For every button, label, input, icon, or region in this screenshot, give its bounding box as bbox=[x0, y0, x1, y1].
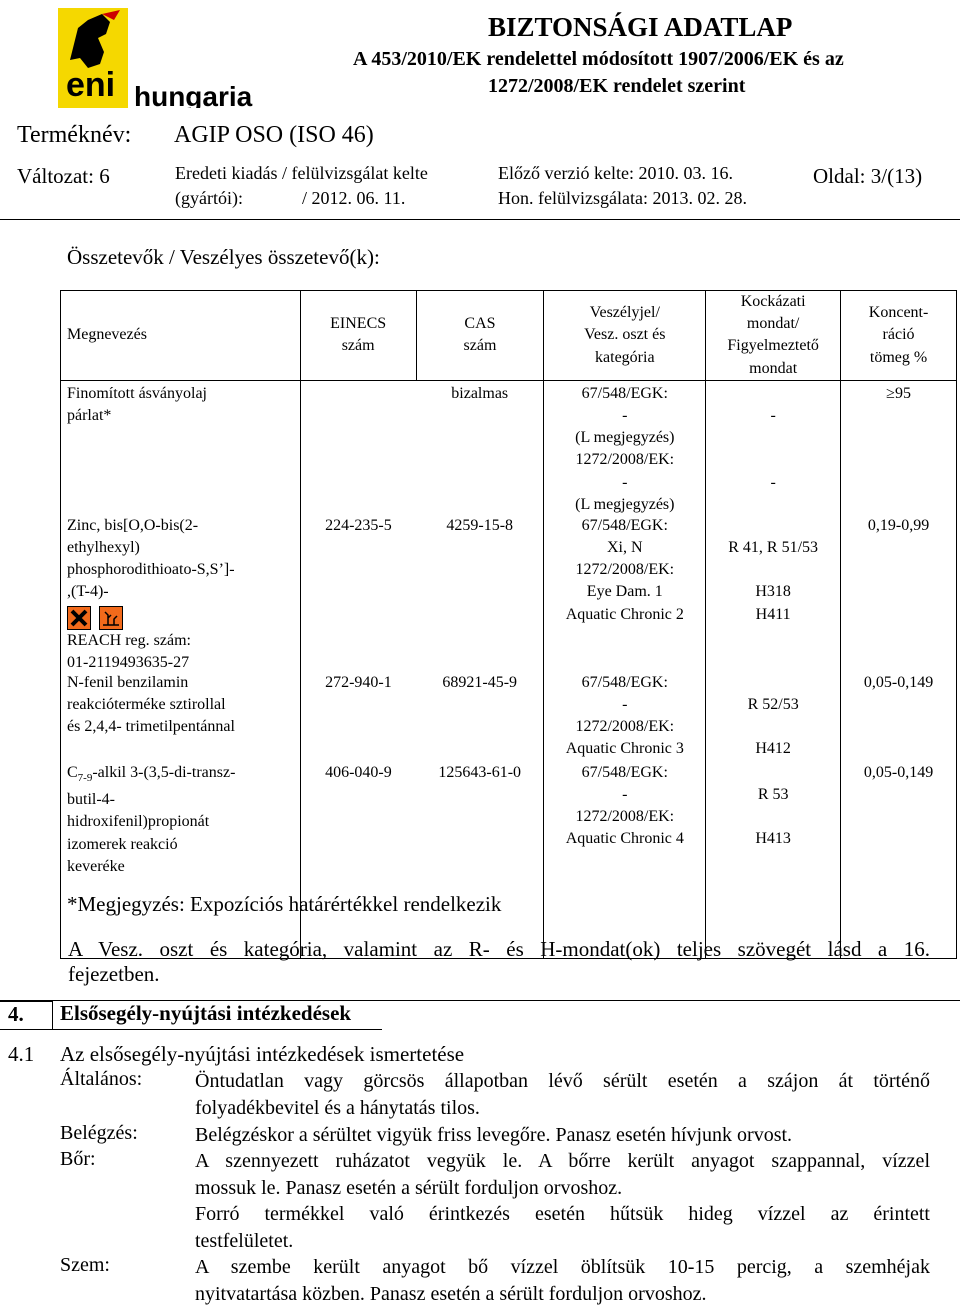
row4-name: $C_{7-9}$-alkil 3-(3,5-di-transz- butil-4- hidroxifenil)propionát izomerek reakció keveréke bbox=[67, 763, 236, 875]
risk-column bbox=[706, 380, 841, 958]
hon-review-date: Hon. felülvizsgálata: 2013. 02. 28. bbox=[498, 188, 747, 208]
header-hazard: Veszélyjel/ Vesz. oszt és kategória bbox=[544, 291, 706, 381]
row1-cas: bizalmas bbox=[451, 384, 509, 402]
eni-dog-logo-icon bbox=[58, 8, 258, 108]
label-inhalation: Belégzés: bbox=[60, 1122, 138, 1144]
header-risk: Kockázati mondat/ Figyelmeztető mondat bbox=[706, 291, 841, 381]
header-concentration: Koncent- ráció tömeg % bbox=[841, 291, 957, 381]
row4-hazard: 67/548/EGK: - 1272/2008/EK: Aquatic Chronic 4 bbox=[565, 763, 684, 848]
previous-version-date: Előző verzió kelte: 2010. 03. 16. bbox=[498, 163, 733, 183]
product-name: AGIP OSO (ISO 46) bbox=[174, 122, 374, 148]
concentration-column bbox=[841, 380, 957, 958]
row3-name: N-fenil benzilamin reakcióterméke sztirollal és 2,4,4- trimetilpentánnal bbox=[67, 673, 235, 736]
row2-einecs: 224-235-5 bbox=[325, 516, 392, 534]
footnote: *Megjegyzés: Expozíciós határértékkel rendelkezik bbox=[67, 892, 502, 916]
row1-concentration: ≥95 bbox=[886, 384, 911, 402]
row4-einecs: 406-040-9 bbox=[325, 763, 392, 781]
row1-name: Finomított ásványolaj párlat* bbox=[67, 384, 207, 425]
subsection-number: 4.1 bbox=[8, 1042, 35, 1066]
document-title: BIZTONSÁGI ADATLAP bbox=[488, 12, 793, 42]
row2-concentration: 0,19-0,99 bbox=[867, 516, 930, 534]
document-subtitle-2: 1272/2008/EK rendelet szerint bbox=[488, 75, 746, 97]
original-issue-line1: Eredeti kiadás / felülvizsgálat kelte bbox=[175, 163, 428, 183]
text-inhalation: Belégzéskor a sérültet vigyük friss levegőre. Panasz esetén hívjunk orvost. bbox=[195, 1124, 793, 1146]
text-eye: A szembe került anyagot bő vízzel öblítsük 10-15 percig, a szemhéjak nyitvatartása közben. Panasz esetén a sérült forduljon orvoshoz. bbox=[195, 1256, 930, 1305]
header-cas: CAS szám bbox=[416, 291, 544, 381]
row4-risk: R 53 H413 bbox=[755, 786, 791, 848]
row3-hazard: 67/548/EGK: - 1272/2008/EK: Aquatic Chronic 3 bbox=[565, 673, 684, 758]
header-name: Megnevezés bbox=[61, 291, 301, 381]
row3-cas: 68921-45-9 bbox=[442, 673, 518, 691]
row3-concentration: 0,05-0,149 bbox=[863, 673, 934, 691]
row3-risk: R 52/53 H412 bbox=[747, 696, 799, 758]
harmful-x-pictogram-icon bbox=[67, 606, 91, 630]
product-label: Terméknév: bbox=[17, 122, 132, 148]
svg-text:hungaria: hungaria bbox=[134, 81, 253, 108]
name-column bbox=[61, 380, 301, 958]
composition-table bbox=[60, 290, 957, 959]
document-subtitle-1: A 453/2010/EK rendelettel módosított 1907/2006/EK és az bbox=[353, 48, 844, 70]
row2-risk: R 41, R 51/53 H318 H411 bbox=[728, 539, 819, 623]
section4-title-underline bbox=[52, 1029, 382, 1030]
page-number: Oldal: 3/(13) bbox=[813, 164, 923, 188]
einecs-column bbox=[300, 380, 416, 958]
reference-note-line1: A Vesz. oszt és kategória, valamint az R- és H-mondat(ok) teljes szövegét lásd a 16. bbox=[68, 937, 930, 961]
header-divider bbox=[0, 219, 960, 220]
composition-heading: Összetevők / Veszélyes összetevő(k): bbox=[67, 245, 380, 269]
text-skin: A szennyezett ruházatot vegyük le. A bőrre került anyagot szappannal, vízzel mossuk le. Panasz esetén a sérült forduljon orvoshoz. Forró termékkel való érintkezés esetén hűtsük hideg vízzel az érintett testfelületet. bbox=[195, 1150, 930, 1252]
row2-hazard: 67/548/EGK: Xi, N 1272/2008/EK: Eye Dam. 1 Aquatic Chronic 2 bbox=[565, 516, 684, 623]
original-issue-line2a: (gyártói): bbox=[175, 188, 243, 208]
environment-pictogram-icon bbox=[99, 606, 123, 630]
eni-hungaria-logo bbox=[58, 8, 258, 108]
table-body-row bbox=[61, 380, 957, 958]
version: Változat: 6 bbox=[17, 164, 110, 188]
subsection-title: Az elsősegély-nyújtási intézkedések ismertetése bbox=[60, 1042, 465, 1066]
section4-number: 4. bbox=[8, 1002, 24, 1026]
reference-note-line2: fejezetben. bbox=[68, 962, 160, 986]
label-general: Általános: bbox=[60, 1068, 143, 1090]
row4-concentration: 0,05-0,149 bbox=[863, 763, 934, 781]
row2-name: Zinc, bis[O,O-bis(2- ethylhexyl) phosphorodithioato-S,S’]- ,(T-4)- REACH reg. szám: 01-2119493635-27 bbox=[67, 516, 235, 671]
section4-title: Elsősegély-nyújtási intézkedések bbox=[60, 1001, 352, 1025]
row2-cas: 4259-15-8 bbox=[446, 516, 514, 534]
hazard-column bbox=[544, 380, 706, 958]
label-eye: Szem: bbox=[60, 1254, 110, 1276]
header-einecs: EINECS szám bbox=[300, 291, 416, 381]
svg-text:eni: eni bbox=[66, 66, 116, 104]
table-header-row bbox=[61, 291, 957, 381]
label-skin: Bőr: bbox=[60, 1148, 96, 1170]
row1-hazard: 67/548/EGK: - (L megjegyzés) 1272/2008/EK: - (L megjegyzés) bbox=[575, 384, 675, 513]
cas-column bbox=[416, 380, 544, 958]
text-general: Öntudatlan vagy görcsös állapotban lévő sérült esetén a szájon át történő folyadékbevitel és a hánytatás tilos. bbox=[195, 1070, 930, 1119]
row3-einecs: 272-940-1 bbox=[325, 673, 392, 691]
row4-cas: 125643-61-0 bbox=[438, 763, 522, 781]
original-issue-line2b: / 2012. 06. 11. bbox=[302, 188, 406, 208]
row1-risk: - - bbox=[770, 407, 776, 491]
